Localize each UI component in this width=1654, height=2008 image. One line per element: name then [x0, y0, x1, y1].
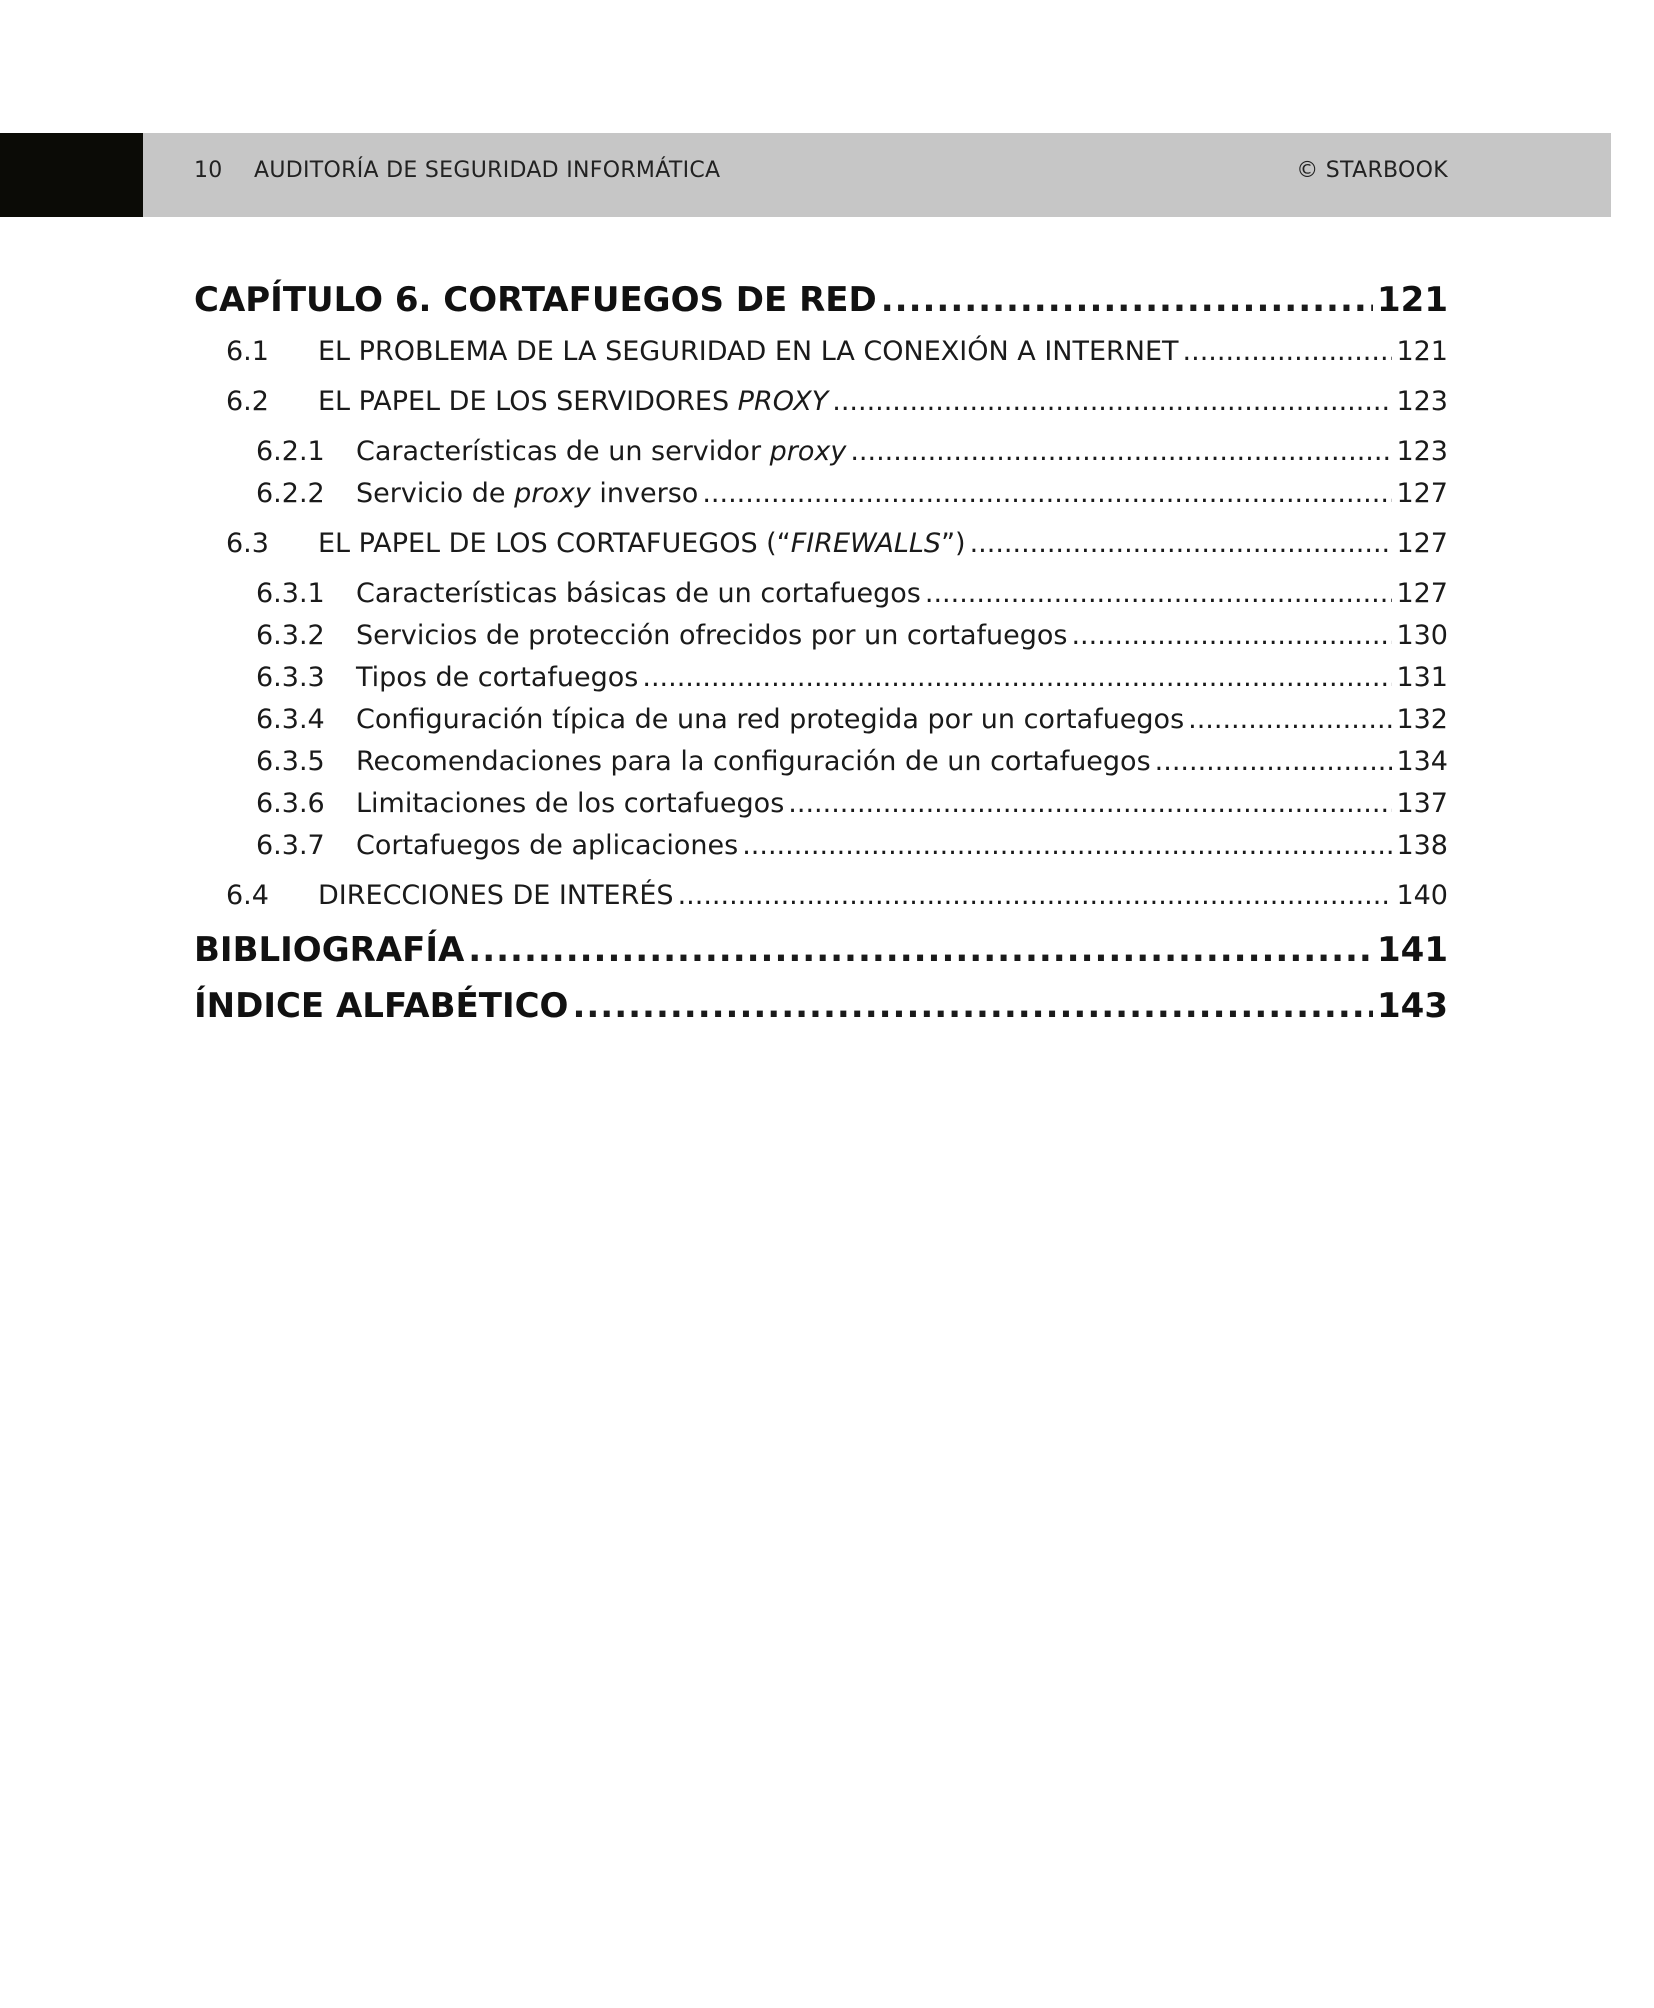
- toc-section-title: [318, 528, 966, 559]
- toc-title-text: Servicio de: [356, 478, 515, 509]
- toc-leader-dots: [742, 830, 1392, 861]
- toc-subsection-6-3-3[interactable]: [194, 662, 1448, 704]
- toc-subsection-title: Limitaciones de los cortafuegos: [356, 788, 785, 819]
- toc-page-number: 121: [1377, 280, 1448, 320]
- toc-title-italic: PROXY: [737, 386, 829, 417]
- toc-section-6-1[interactable]: [194, 336, 1448, 386]
- toc-subsection-number: 6.3.5: [256, 746, 325, 777]
- toc-title-italic: proxy: [514, 478, 591, 509]
- toc-section-title: DIRECCIONES DE INTERÉS: [318, 880, 674, 911]
- toc-title-italic: proxy: [769, 436, 847, 467]
- toc-page-number: 132: [1396, 704, 1448, 735]
- header-black-tab: [0, 133, 143, 217]
- toc-chapter-6[interactable]: [194, 280, 1448, 336]
- toc-subsection-number: 6.2.2: [256, 478, 325, 509]
- toc-leader-dots: [1188, 704, 1392, 735]
- toc-page-number: 123: [1396, 386, 1448, 417]
- toc-leader-dots: [468, 930, 1373, 970]
- toc-chapter-label: ÍNDICE ALFABÉTICO: [194, 986, 569, 1026]
- toc-subsection-number: 6.3.7: [256, 830, 325, 861]
- toc-subsection-6-3-1[interactable]: [194, 578, 1448, 620]
- toc-title-italic: FIREWALLS: [790, 528, 942, 559]
- toc-leader-dots: [642, 662, 1392, 693]
- toc-subsection-title: Tipos de cortafuegos: [356, 662, 639, 693]
- toc-indice-alfabetico[interactable]: [194, 986, 1448, 1042]
- toc-bibliografia[interactable]: [194, 930, 1448, 986]
- toc-page-number: 130: [1396, 620, 1448, 651]
- toc-section-6-2[interactable]: [194, 386, 1448, 436]
- toc-subsection-6-3-4[interactable]: [194, 704, 1448, 746]
- toc-subsection-number: 6.3.2: [256, 620, 325, 651]
- toc-leader-dots: [1183, 336, 1392, 367]
- table-of-contents: [194, 280, 1448, 1042]
- header-publisher: © STARBOOK: [1296, 158, 1448, 183]
- toc-page-number: 137: [1396, 788, 1448, 819]
- toc-leader-dots: [850, 436, 1392, 467]
- toc-subsection-title: Recomendaciones para la configuración de un cortafuegos: [356, 746, 1151, 777]
- toc-leader-dots: [1071, 620, 1392, 651]
- toc-subsection-number: 6.3.3: [256, 662, 325, 693]
- toc-leader-dots: [925, 578, 1392, 609]
- toc-leader-dots: [678, 880, 1392, 911]
- toc-leader-dots: [572, 986, 1373, 1026]
- toc-leader-dots: [702, 478, 1392, 509]
- toc-subsection-number: 6.3.6: [256, 788, 325, 819]
- toc-page-number: 121: [1396, 336, 1448, 367]
- toc-subsection-title: Servicios de protección ofrecidos por un cortafuegos: [356, 620, 1068, 651]
- toc-subsection-6-2-1[interactable]: [194, 436, 1448, 478]
- toc-subsection-number: 6.2.1: [256, 436, 325, 467]
- toc-subsection-title: Características básicas de un cortafuegos: [356, 578, 921, 609]
- toc-subsection-title: Configuración típica de una red protegida por un cortafuegos: [356, 704, 1185, 735]
- toc-leader-dots: [832, 386, 1392, 417]
- toc-leader-dots: [970, 528, 1392, 559]
- toc-section-6-4[interactable]: [194, 880, 1448, 930]
- toc-subsection-6-3-2[interactable]: [194, 620, 1448, 662]
- toc-title-text: Características de un servidor: [356, 436, 770, 467]
- toc-section-number: 6.3: [226, 528, 269, 559]
- spacer: [194, 872, 1448, 880]
- toc-subsection-number: 6.3.1: [256, 578, 325, 609]
- toc-page-number: 127: [1396, 578, 1448, 609]
- toc-page-number: 141: [1377, 930, 1448, 970]
- toc-page-number: 127: [1396, 478, 1448, 509]
- toc-title-text: inverso: [590, 478, 699, 509]
- toc-subsection-title: Cortafuegos de aplicaciones: [356, 830, 739, 861]
- toc-section-title: [318, 386, 828, 417]
- toc-subsection-6-3-5[interactable]: [194, 746, 1448, 788]
- toc-title-text: EL PAPEL DE LOS SERVIDORES: [318, 386, 738, 417]
- toc-page-number: 123: [1396, 436, 1448, 467]
- toc-leader-dots: [881, 280, 1373, 320]
- header-page-number: 10: [194, 158, 223, 183]
- toc-chapter-label: CAPÍTULO 6. CORTAFUEGOS DE RED: [194, 280, 877, 320]
- toc-title-text: ”): [941, 528, 966, 559]
- toc-section-6-3[interactable]: [194, 528, 1448, 578]
- toc-section-title: EL PROBLEMA DE LA SEGURIDAD EN LA CONEXIÓN A INTERNET: [318, 336, 1179, 367]
- spacer: [194, 520, 1448, 528]
- toc-page-number: 134: [1396, 746, 1448, 777]
- toc-subsection-6-3-6[interactable]: [194, 788, 1448, 830]
- toc-subsection-title: [356, 436, 846, 467]
- toc-leader-dots: [1155, 746, 1392, 777]
- toc-page-number: 127: [1396, 528, 1448, 559]
- header-book-title: AUDITORÍA DE SEGURIDAD INFORMÁTICA: [254, 158, 721, 183]
- toc-leader-dots: [788, 788, 1392, 819]
- toc-section-number: 6.1: [226, 336, 269, 367]
- toc-title-text: EL PAPEL DE LOS CORTAFUEGOS (“: [318, 528, 791, 559]
- toc-subsection-6-3-7[interactable]: [194, 830, 1448, 872]
- toc-page-number: 143: [1377, 986, 1448, 1026]
- toc-section-number: 6.2: [226, 386, 269, 417]
- toc-chapter-label: BIBLIOGRAFÍA: [194, 930, 465, 970]
- toc-subsection-number: 6.3.4: [256, 704, 325, 735]
- toc-subsection-6-2-2[interactable]: [194, 478, 1448, 520]
- toc-subsection-title: [356, 478, 698, 509]
- toc-page-number: 131: [1396, 662, 1448, 693]
- toc-page-number: 140: [1396, 880, 1448, 911]
- toc-section-number: 6.4: [226, 880, 269, 911]
- toc-page-number: 138: [1396, 830, 1448, 861]
